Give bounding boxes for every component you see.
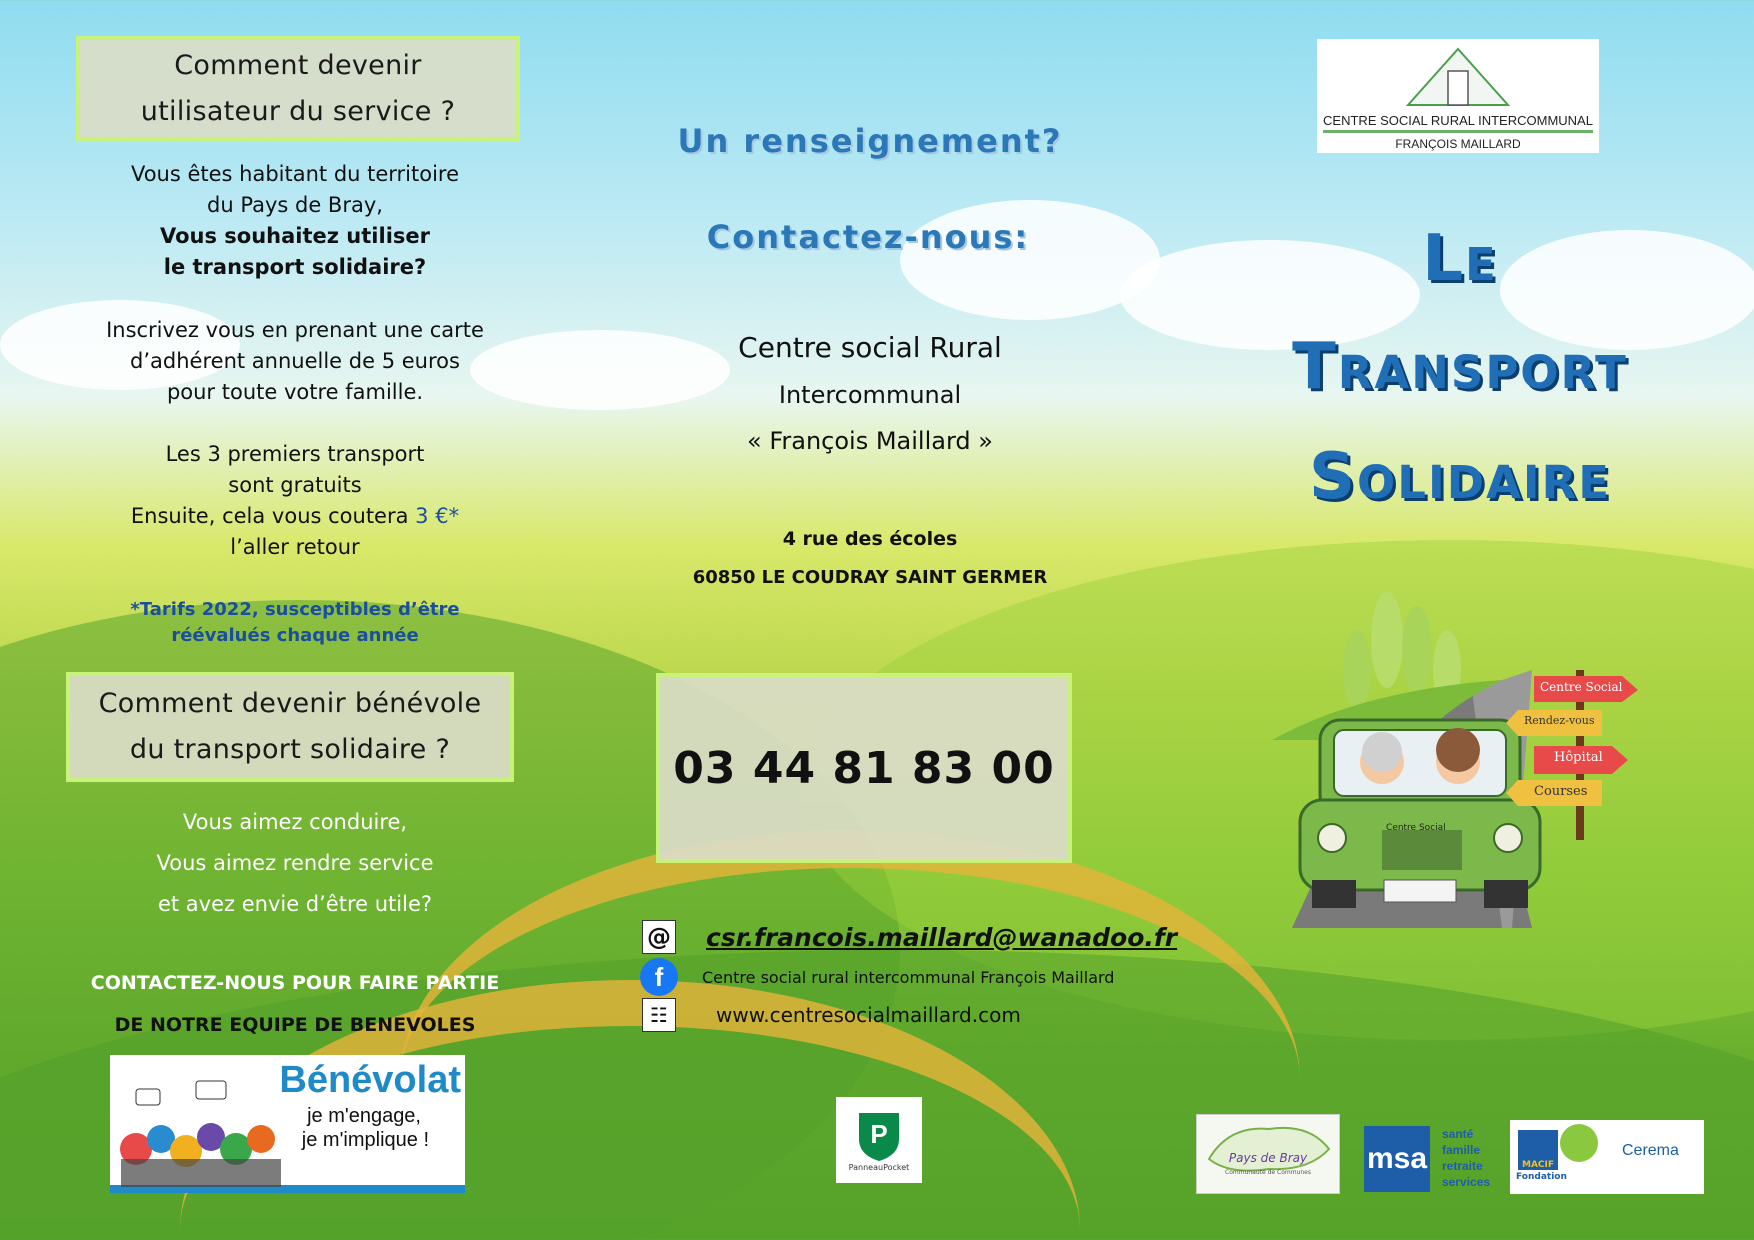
user-section-title-1: Comment devenir — [174, 50, 422, 81]
benevolat-banner — [110, 1055, 465, 1193]
volunteer-section-box — [66, 672, 514, 782]
question-heading: Un renseignement? — [677, 122, 1063, 160]
email-row — [642, 920, 1177, 954]
title-word-2 — [1240, 330, 1680, 404]
free-line: Les 3 premiers transport — [165, 442, 425, 466]
price-line — [80, 501, 510, 532]
user-section-title-2: utilisateur du service ? — [140, 96, 456, 127]
csr-logo — [1317, 39, 1599, 153]
contact-heading: Contactez-nous: — [706, 218, 1030, 256]
sign-courses: Courses — [1534, 784, 1588, 799]
macif-circle-icon — [1560, 1124, 1598, 1162]
pays-de-bray-map-icon — [1199, 1119, 1339, 1175]
price-prefix: Ensuite, cela vous coutera — [130, 504, 409, 528]
address-line: 4 rue des écoles — [782, 528, 958, 550]
benevolat-subtitle-2: je m'implique ! — [301, 1129, 429, 1151]
at-icon: @ — [642, 920, 676, 954]
volunteer-info — [80, 802, 510, 925]
house-icon — [1398, 43, 1518, 109]
globe-icon: ☷ — [642, 998, 676, 1032]
address-line: 60850 LE COUDRAY SAINT GERMER — [692, 567, 1048, 588]
volunteer-line: Vous aimez conduire, — [182, 810, 408, 834]
macif-logo — [1518, 1130, 1558, 1170]
msa-tagline — [1442, 1126, 1490, 1190]
free-line: sont gratuits — [228, 473, 362, 497]
volunteer-cta — [80, 962, 510, 1046]
signup-line: pour toute votre famille. — [166, 380, 424, 404]
volunteer-cta-line: DE NOTRE EQUIPE DE BENEVOLES — [114, 1014, 476, 1036]
signup-line: Inscrivez vous en prenant une carte — [106, 318, 484, 342]
csr-logo-line-2: FRANÇOIS MAILLARD — [1395, 137, 1521, 151]
website-row — [642, 998, 1021, 1032]
cerema-logo: Cerema — [1622, 1142, 1679, 1159]
user-bold-line: le transport solidaire? — [163, 255, 427, 279]
sign-rendez-vous: Rendez-vous — [1524, 714, 1595, 727]
msa-line: famille — [1442, 1143, 1481, 1157]
macif-fondation: Fondation — [1516, 1172, 1567, 1182]
email-link[interactable]: csr.francois.maillard@wanadoo.fr — [706, 922, 1178, 952]
facebook-row — [640, 958, 1114, 996]
benevolat-crowd-illustration — [116, 1059, 286, 1187]
phone-number[interactable]: 03 44 81 83 00 — [673, 742, 1055, 794]
msa-logo — [1364, 1126, 1504, 1192]
title-word-2-text: Transport — [1292, 330, 1628, 404]
pays-de-bray-name: Pays de Bray — [1228, 1151, 1308, 1165]
panneaupocket-logo — [836, 1097, 922, 1183]
volunteer-section-title-1: Comment devenir bénévole — [98, 688, 482, 719]
msa-line: services — [1442, 1175, 1491, 1189]
msa-line: retraite — [1442, 1159, 1483, 1173]
signup-line: d’adhérent annuelle de 5 euros — [130, 349, 460, 373]
sign-hopital: Hôpital — [1554, 750, 1603, 765]
user-line: Vous êtes habitant du territoire — [130, 162, 460, 186]
volunteer-line: Vous aimez rendre service — [156, 851, 434, 875]
phone-box — [656, 673, 1072, 863]
user-info — [80, 159, 510, 283]
car-illustration — [1272, 580, 1652, 930]
price-value: 3 €* — [415, 504, 460, 528]
title-word-3-text: Solidaire — [1308, 440, 1612, 514]
org-line: Intercommunal — [778, 381, 962, 409]
svg-text:P: P — [870, 1118, 888, 1149]
tarif-note-line: réévalués chaque année — [171, 625, 419, 646]
org-line: « François Maillard » — [747, 427, 993, 455]
title-word-1 — [1240, 222, 1680, 296]
user-section-box — [76, 36, 520, 142]
organisation-name — [620, 326, 1120, 462]
tarif-note-line: *Tarifs 2022, susceptibles d’être — [130, 599, 460, 620]
volunteer-section-title-2: du transport solidaire ? — [129, 734, 451, 765]
panneaupocket-shield-icon — [855, 1109, 903, 1163]
csr-logo-line-1: CENTRE SOCIAL RURAL INTERCOMMUNAL — [1323, 113, 1593, 133]
tarif-note — [80, 597, 510, 649]
car-label: Centre Social — [1386, 823, 1446, 833]
sign-centre-social: Centre Social — [1540, 680, 1623, 694]
facebook-icon: f — [640, 958, 678, 996]
msa-mark-icon: msa — [1364, 1126, 1430, 1192]
volunteer-line: et avez envie d’être utile? — [157, 892, 433, 916]
signup-info — [80, 315, 510, 408]
website-link[interactable]: www.centresocialmaillard.com — [716, 1003, 1021, 1027]
price-suffix: l’aller retour — [230, 535, 360, 559]
macif-label: MACIF — [1521, 1160, 1555, 1170]
facebook-link[interactable]: Centre social rural intercommunal François Maillard — [702, 967, 1115, 987]
user-bold-line: Vous souhaitez utiliser — [160, 224, 430, 248]
volunteer-cta-line: CONTACTEZ-NOUS POUR FAIRE PARTIE — [90, 972, 500, 994]
msa-line: santé — [1442, 1127, 1474, 1141]
panneaupocket-label: PanneauPocket — [848, 1162, 910, 1172]
title-word-3 — [1240, 440, 1680, 514]
macif-cerema-logos — [1510, 1120, 1704, 1194]
pays-de-bray-logo — [1196, 1114, 1340, 1194]
org-line: Centre social Rural — [738, 331, 1002, 364]
benevolat-title: Bénévolat — [279, 1059, 461, 1101]
benevolat-subtitle-1: je m'engage, — [307, 1105, 421, 1127]
title-word-1-text: Le — [1422, 222, 1498, 296]
pricing-info — [80, 439, 510, 563]
user-line: du Pays de Bray, — [207, 193, 383, 217]
pays-de-bray-subtitle: Communauté de Communes — [1225, 1169, 1311, 1176]
address — [620, 523, 1120, 601]
